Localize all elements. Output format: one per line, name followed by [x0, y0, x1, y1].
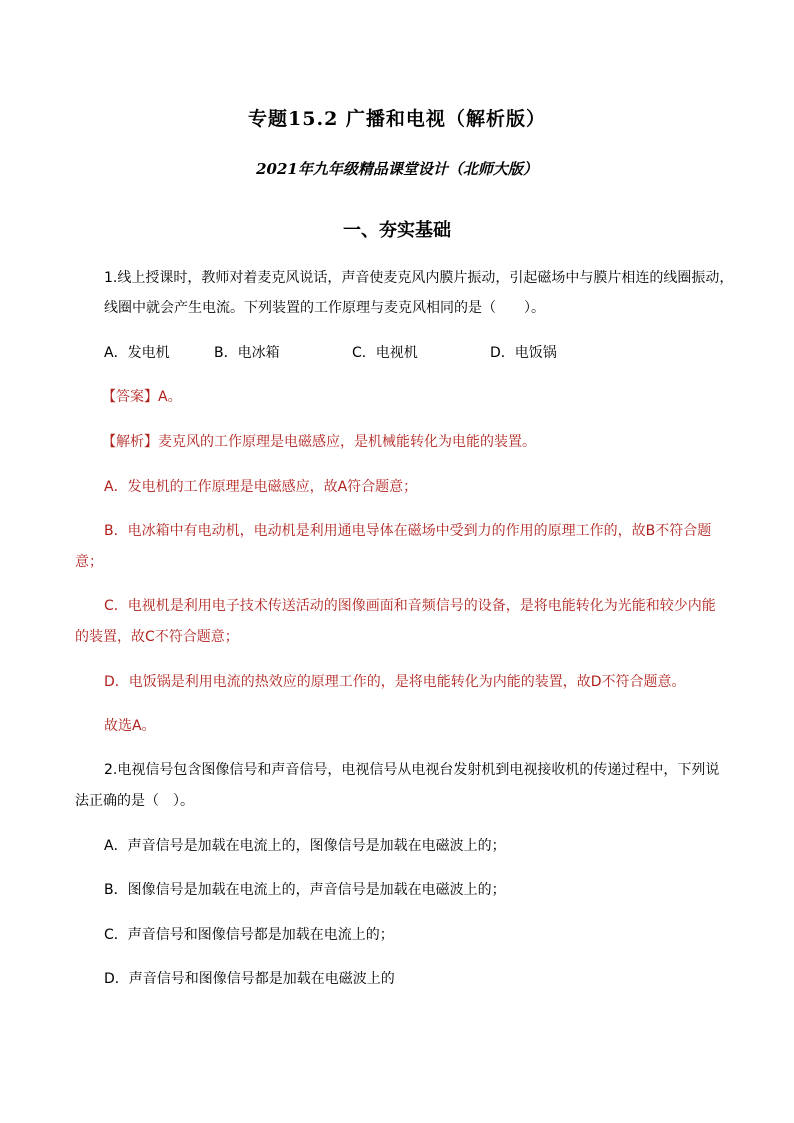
q2-stem-line-2: 法正确的是（ ）。	[75, 793, 194, 809]
q1-stem-line-2: 线圈中就会产生电流。下列装置的工作原理与麦克风相同的是（ ）。	[104, 300, 545, 316]
q1-analysis-line-b2: 意；	[75, 554, 103, 570]
q2-option-b: B．图像信号是加载在电流上的，声音信号是加载在电磁波上的；	[104, 882, 506, 898]
q2-option-c: C．声音信号和图像信号都是加载在电流上的；	[104, 927, 394, 943]
q1-analysis-line-d: D．电饭锅是利用电流的热效应的原理工作的，是将电能转化为内能的装置，故D不符合题意。	[104, 674, 686, 690]
document-subtitle: 2021年九年级精品课堂设计（北师大版）	[256, 160, 538, 178]
q1-analysis	[102, 432, 536, 452]
q1-stem-line-1: 1.线上授课时，教师对着麦克风说话，声音使麦克风内膜片振动，引起磁场中与膜片相连的线圈振动，	[104, 270, 734, 286]
q2-stem-line-1: 2.电视信号包含图像信号和声音信号，电视信号从电视台发射机到电视接收机的传递过程中，下列说	[104, 762, 720, 778]
q2-option-d: D．声音信号和图像信号都是加载在电磁波上的	[104, 971, 395, 987]
q1-options	[104, 343, 557, 363]
q1-analysis-line-c1: C．电视机是利用电子技术传送活动的图像画面和音频信号的设备，是将电能转化为光能和较少内能	[104, 598, 716, 614]
answer-label: 【答案】	[102, 389, 158, 405]
q1-analysis-line-b1: B．电冰箱中有电动机，电动机是利用通电导体在磁场中受到力的作用的原理工作的，故B不符合题	[104, 523, 712, 539]
q2-option-a: A．声音信号是加载在电流上的，图像信号是加载在电磁波上的；	[104, 838, 506, 854]
q1-answer	[102, 387, 182, 407]
q1-conclusion: 故选A。	[104, 718, 156, 734]
answer-value: A。	[158, 389, 182, 405]
q1-option-b: B．电冰箱	[214, 345, 280, 361]
q1-option-c: C．电视机	[352, 345, 418, 361]
q1-analysis-line-c2: 的装置，故C不符合题意；	[75, 629, 239, 645]
section-heading: 一、夯实基础	[343, 220, 451, 241]
analysis-text: 麦克风的工作原理是电磁感应，是机械能转化为电能的装置。	[158, 434, 536, 450]
analysis-label: 【解析】	[102, 434, 158, 450]
q1-option-a: A．发电机	[104, 345, 170, 361]
q1-analysis-line-a: A．发电机的工作原理是电磁感应，故A符合题意；	[104, 479, 418, 495]
document-title: 专题15.2 广播和电视（解析版）	[248, 108, 546, 130]
q1-option-d: D．电饭锅	[490, 345, 557, 361]
